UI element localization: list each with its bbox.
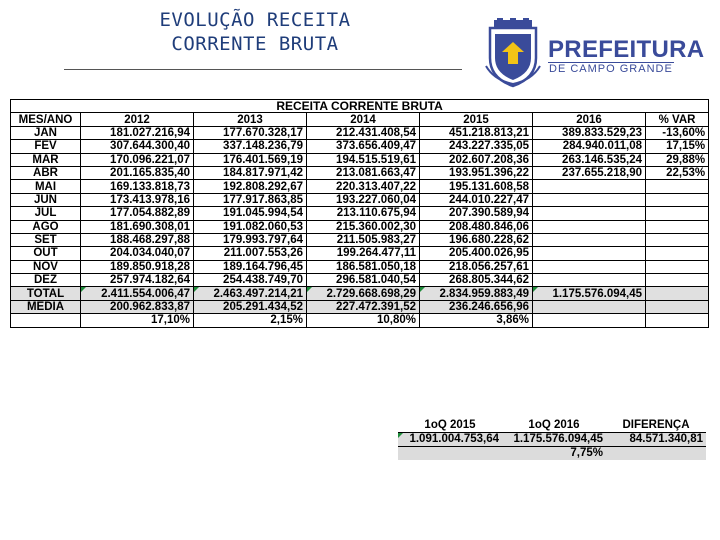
growth-cell: 17,10% <box>81 314 194 327</box>
column-header: % VAR <box>646 113 709 126</box>
value-cell: 181.027.216,94 <box>81 126 194 139</box>
month-rows <box>11 126 709 287</box>
table-row <box>11 260 709 273</box>
value-cell: 189.164.796,45 <box>194 260 307 273</box>
prefeitura-logo <box>480 18 705 88</box>
column-header: 2014 <box>307 113 420 126</box>
comparison-value: 1.091.004.753,64 <box>398 433 502 447</box>
column-header: 2016 <box>533 113 646 126</box>
month-label: FEV <box>11 140 81 153</box>
growth-cell <box>11 314 81 327</box>
table-row <box>11 193 709 206</box>
growth-cell <box>533 314 646 327</box>
value-cell: 208.480.846,06 <box>420 220 533 233</box>
value-cell: 244.010.227,47 <box>420 193 533 206</box>
value-cell: 194.515.519,61 <box>307 153 420 166</box>
value-cell: 186.581.050,18 <box>307 260 420 273</box>
media-label: MÉDIA <box>11 300 81 313</box>
value-cell: 215.360.002,30 <box>307 220 420 233</box>
value-cell: 193.951.396,22 <box>420 166 533 179</box>
month-label: AGO <box>11 220 81 233</box>
value-cell <box>533 274 646 287</box>
value-cell <box>533 247 646 260</box>
comparison-empty-cell <box>606 447 706 461</box>
table-row <box>11 166 709 179</box>
value-cell: 211.007.553,26 <box>194 247 307 260</box>
title-underline <box>64 69 462 70</box>
value-cell <box>646 220 709 233</box>
table-row <box>11 274 709 287</box>
value-cell: 202.607.208,36 <box>420 153 533 166</box>
value-cell <box>533 233 646 246</box>
value-cell: 184.817.971,42 <box>194 166 307 179</box>
value-cell: 284.940.011,08 <box>533 140 646 153</box>
logo-main-text: PREFEITURA <box>548 36 705 63</box>
value-cell <box>646 260 709 273</box>
total-cell: 2.463.497.214,21 <box>194 287 307 300</box>
value-cell: 193.227.060,04 <box>307 193 420 206</box>
value-cell: 237.655.218,90 <box>533 166 646 179</box>
month-label: JUN <box>11 193 81 206</box>
month-label: JUL <box>11 207 81 220</box>
value-cell: 191.082.060,53 <box>194 220 307 233</box>
value-cell: 337.148.236,79 <box>194 140 307 153</box>
month-label: JAN <box>11 126 81 139</box>
table-row <box>11 247 709 260</box>
value-cell: 29,88% <box>646 153 709 166</box>
total-cell: 2.729.668.698,29 <box>307 287 420 300</box>
value-cell <box>646 207 709 220</box>
value-cell <box>533 220 646 233</box>
value-cell: 205.400.026,95 <box>420 247 533 260</box>
table-row <box>11 207 709 220</box>
value-cell: 191.045.994,54 <box>194 207 307 220</box>
value-cell: 211.505.983,27 <box>307 233 420 246</box>
table-row <box>11 153 709 166</box>
quarter-comparison-table <box>398 419 706 460</box>
value-cell: 195.131.608,58 <box>420 180 533 193</box>
value-cell: 263.146.535,24 <box>533 153 646 166</box>
table-row <box>11 233 709 246</box>
value-cell <box>533 207 646 220</box>
value-cell <box>533 260 646 273</box>
total-cell: 2.834.959.883,49 <box>420 287 533 300</box>
growth-cell <box>646 314 709 327</box>
column-header: 2012 <box>81 113 194 126</box>
city-crest-icon <box>484 18 542 88</box>
value-cell: 177.917.863,85 <box>194 193 307 206</box>
page-title-line1: EVOLUÇÃO RECEITA <box>159 9 351 31</box>
column-header: 2013 <box>194 113 307 126</box>
media-cell <box>533 300 646 313</box>
comparison-values-row <box>398 433 706 447</box>
page-title <box>120 8 390 56</box>
month-label: SET <box>11 233 81 246</box>
total-cell: 2.411.554.006,47 <box>81 287 194 300</box>
month-label: MAI <box>11 180 81 193</box>
value-cell: 169.133.818,73 <box>81 180 194 193</box>
value-cell <box>533 193 646 206</box>
table-row <box>11 220 709 233</box>
comparison-header: DIFERENÇA <box>606 419 706 433</box>
value-cell: 22,53% <box>646 166 709 179</box>
total-cell <box>646 287 709 300</box>
comparison-percent: 7,75% <box>398 447 606 461</box>
growth-cell: 2,15% <box>194 314 307 327</box>
table-caption: RECEITA CORRENTE BRUTA <box>11 100 709 113</box>
table-row <box>11 126 709 139</box>
media-row <box>11 300 709 313</box>
value-cell: 199.264.477,11 <box>307 247 420 260</box>
value-cell: 451.218.813,21 <box>420 126 533 139</box>
value-cell: 268.805.344,62 <box>420 274 533 287</box>
value-cell: 170.096.221,07 <box>81 153 194 166</box>
value-cell: 176.401.569,19 <box>194 153 307 166</box>
value-cell: -13,60% <box>646 126 709 139</box>
value-cell: 201.165.835,40 <box>81 166 194 179</box>
logo-sub-text: DE CAMPO GRANDE <box>549 63 673 75</box>
value-cell <box>533 180 646 193</box>
comparison-header-row <box>398 419 706 433</box>
comparison-value: 84.571.340,81 <box>606 433 706 447</box>
value-cell: 177.670.328,17 <box>194 126 307 139</box>
month-label: OUT <box>11 247 81 260</box>
value-cell: 173.413.978,16 <box>81 193 194 206</box>
table-row <box>11 180 709 193</box>
value-cell <box>646 274 709 287</box>
value-cell: 389.833.529,23 <box>533 126 646 139</box>
value-cell: 373.656.409,47 <box>307 140 420 153</box>
media-cell: 227.472.391,52 <box>307 300 420 313</box>
media-cell: 205.291.434,52 <box>194 300 307 313</box>
page-title-line2: CORRENTE BRUTA <box>171 33 339 55</box>
value-cell: 243.227.335,05 <box>420 140 533 153</box>
comparison-percent-row <box>398 447 706 461</box>
value-cell <box>646 180 709 193</box>
value-cell: 212.431.408,54 <box>307 126 420 139</box>
value-cell: 181.690.308,01 <box>81 220 194 233</box>
month-label: MAR <box>11 153 81 166</box>
comparison-header: 1oQ 2015 <box>398 419 502 433</box>
table-caption-row <box>11 100 709 113</box>
value-cell: 213.081.663,47 <box>307 166 420 179</box>
value-cell: 220.313.407,22 <box>307 180 420 193</box>
media-cell: 200.962.833,87 <box>81 300 194 313</box>
value-cell <box>646 233 709 246</box>
growth-row <box>11 314 709 327</box>
value-cell: 204.034.040,07 <box>81 247 194 260</box>
value-cell: 179.993.797,64 <box>194 233 307 246</box>
value-cell: 218.056.257,61 <box>420 260 533 273</box>
value-cell: 257.974.182,64 <box>81 274 194 287</box>
column-header: 2015 <box>420 113 533 126</box>
value-cell: 213.110.675,94 <box>307 207 420 220</box>
month-label: NOV <box>11 260 81 273</box>
month-label: DEZ <box>11 274 81 287</box>
column-header: MES/ANO <box>11 113 81 126</box>
value-cell: 196.680.228,62 <box>420 233 533 246</box>
value-cell: 207.390.589,94 <box>420 207 533 220</box>
value-cell: 17,15% <box>646 140 709 153</box>
value-cell: 189.850.918,28 <box>81 260 194 273</box>
comparison-header: 1oQ 2016 <box>502 419 606 433</box>
growth-cell: 3,86% <box>420 314 533 327</box>
month-label: ABR <box>11 166 81 179</box>
value-cell: 177.054.882,89 <box>81 207 194 220</box>
value-cell <box>646 247 709 260</box>
revenue-table <box>10 99 709 328</box>
value-cell: 296.581.040,54 <box>307 274 420 287</box>
media-cell <box>646 300 709 313</box>
value-cell: 254.438.749,70 <box>194 274 307 287</box>
value-cell: 192.808.292,67 <box>194 180 307 193</box>
total-cell: 1.175.576.094,45 <box>533 287 646 300</box>
table-row <box>11 140 709 153</box>
value-cell: 307.644.300,40 <box>81 140 194 153</box>
comparison-value: 1.175.576.094,45 <box>502 433 606 447</box>
value-cell: 188.468.297,88 <box>81 233 194 246</box>
value-cell <box>646 193 709 206</box>
table-header-row <box>11 113 709 126</box>
media-cell: 236.246.656,96 <box>420 300 533 313</box>
growth-cell: 10,80% <box>307 314 420 327</box>
total-row <box>11 287 709 300</box>
total-label: TOTAL <box>11 287 81 300</box>
